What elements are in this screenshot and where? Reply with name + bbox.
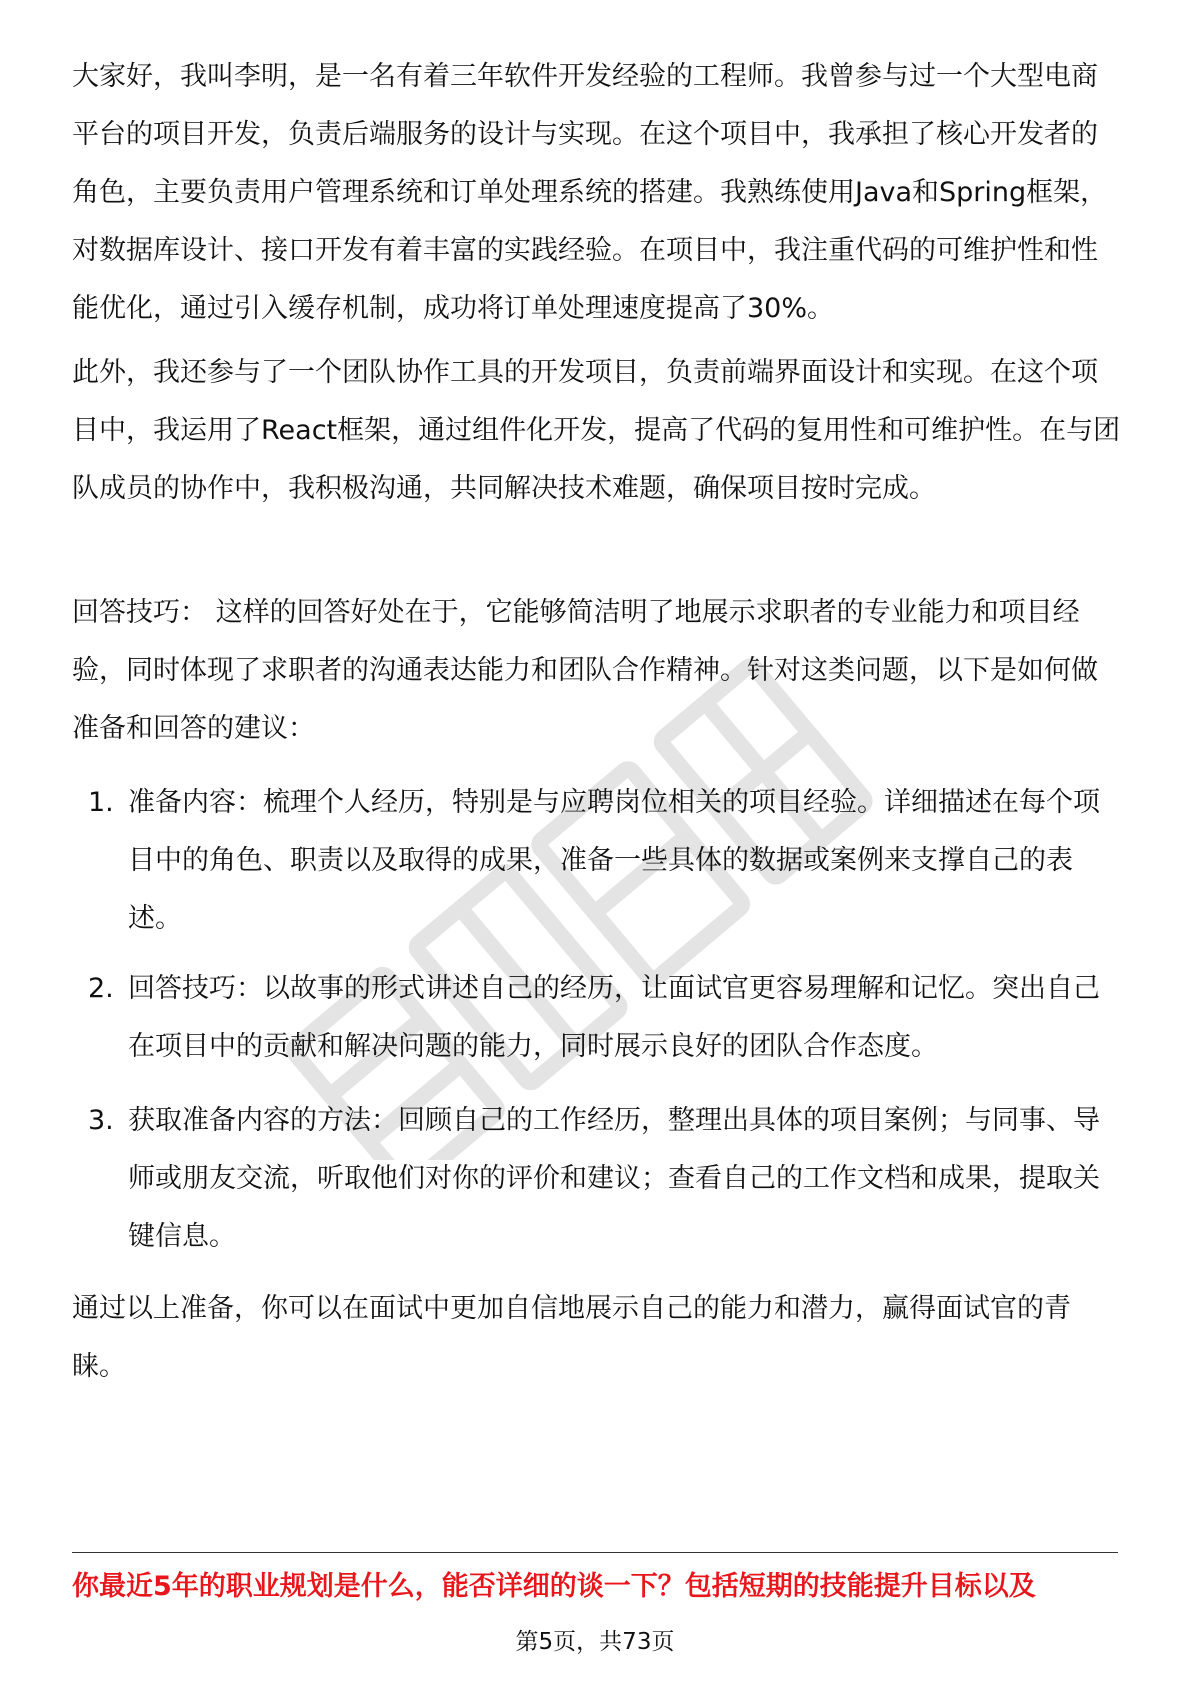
list-item-2 [72, 960, 1122, 1076]
next-question-heading: 你最近5年的职业规划是什么，能否详细的谈一下？包括短期的技能提升目标以及 [72, 1571, 1036, 1602]
section-divider [72, 1552, 1118, 1553]
list-text: 回答技巧：以故事的形式讲述自己的经历，让面试官更容易理解和记忆。突出自己在项目中的贡献和解决问题的能力，同时展示良好的团队合作态度。 [128, 973, 1100, 1062]
list-text: 准备内容：梳理个人经历，特别是与应聘岗位相关的项目经验。详细描述在每个项目中的角色、职责以及取得的成果，准备一些具体的数据或案例来支撑自己的表述。 [128, 787, 1100, 934]
intro-paragraph: 大家好，我叫李明，是一名有着三年软件开发经验的工程师。我曾参与过一个大型电商平台的项目开发，负责后端服务的设计与实现。在这个项目中，我承担了核心开发者的角色，主要负责用户管理系统和订单处理系统的搭建。我熟练使用Java和Spring框架，对数据库设计、接口开发有着丰富的实践经验。在项目中，我注重代码的可维护性和性能优化，通过引入缓存机制，成功将订单处理速度提高了30%。 [72, 61, 1108, 324]
page-footer: 第5页，共73页 [515, 1629, 675, 1655]
list-number: 2. [88, 973, 114, 1004]
list-text: 获取准备内容的方法：回顾自己的工作经历，整理出具体的项目案例；与同事、导师或朋友交流，听取他们对你的评价和建议；查看自己的工作文档和成果，提取关键信息。 [128, 1105, 1100, 1252]
list-item-3 [72, 1092, 1122, 1266]
closing-paragraph: 通过以上准备，你可以在面试中更加自信地展示自己的能力和潜力，赢得面试官的青睐。 [72, 1293, 1071, 1382]
answer-tips-paragraph: 回答技巧： 这样的回答好处在于，它能够简洁明了地展示求职者的专业能力和项目经验，同时体现了求职者的沟通表达能力和团队合作精神。针对这类问题，以下是如何做准备和回答的建议： [72, 597, 1098, 744]
list-number: 3. [88, 1105, 114, 1136]
list-number: 1. [88, 787, 114, 818]
second-paragraph: 此外，我还参与了一个团队协作工具的开发项目，负责前端界面设计和实现。在这个项目中，我运用了React框架，通过组件化开发，提高了代码的复用性和可维护性。在与团队成员的协作中，我积极沟通，共同解决技术难题，确保项目按时完成。 [72, 357, 1121, 504]
list-item-1 [72, 774, 1122, 948]
